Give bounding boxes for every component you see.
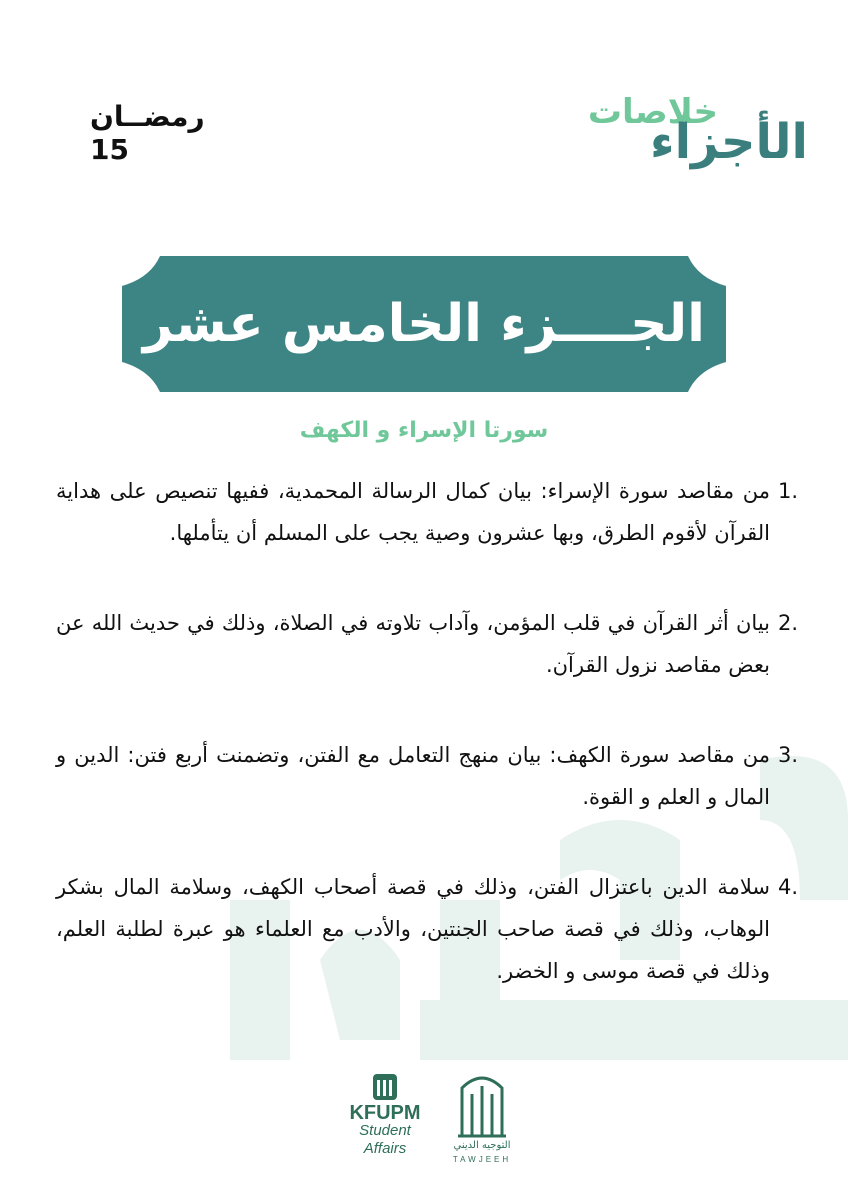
point-item-2	[56, 602, 798, 686]
juz-title: الجــــزء الخامس عشر	[143, 294, 705, 354]
point-text: سلامة الدين باعتزال الفتن، وذلك في قصة أصحاب الكهف، وسلامة المال بشكر الوهاب، وذلك في قصة صاحب الجنتين، والأدب مع العلماء هو عبرة لطلبة العلم، وذلك في قصة موسى و الخضر.	[56, 875, 770, 983]
point-text: بيان أثر القرآن في قلب المؤمن، وآداب تلاوته في الصلاة، وذلك في حديث الله عن بعض مقاصد نزول القرآن.	[56, 611, 770, 677]
student-label: Student	[359, 1122, 411, 1139]
affairs-label: Affairs	[363, 1140, 407, 1157]
point-number: 3.	[777, 743, 798, 767]
surahs-subtitle: سورتا الإسراء و الكهف	[299, 418, 549, 443]
kfupm-label: KFUPM	[349, 1102, 421, 1124]
point-number: 2.	[777, 611, 798, 635]
point-text: من مقاصد سورة الكهف: بيان منهج التعامل مع الفتن، وتضمنت أربع فتن: الدين و المال و العلم و القوة.	[56, 743, 770, 809]
point-item-4	[56, 866, 798, 992]
khulasat-logo	[528, 88, 808, 168]
logo-text-bottom: الأجزاء	[650, 114, 808, 170]
point-item-3	[56, 734, 798, 818]
tawjeeh-arabic-label: التوجيه الديني	[453, 1140, 511, 1151]
kfupm-student-affairs-logo	[340, 1104, 430, 1158]
point-text: من مقاصد سورة الإسراء: بيان كمال الرسالة المحمدية، ففيها تنصيص على هداية القرآن لأقوم الطرق، وبها عشرون وصية يجب على المسلم أن يتأملها.	[56, 479, 770, 545]
point-number: 4.	[777, 875, 798, 899]
point-number: 1.	[777, 479, 798, 503]
point-item-1	[56, 470, 798, 554]
points-list	[56, 470, 798, 992]
logo-text-top: خلاصات	[587, 92, 718, 132]
tawjeeh-english-label: TAWJEEH	[452, 1155, 512, 1164]
ramadan-day-label: رمضــان 15	[90, 100, 205, 166]
